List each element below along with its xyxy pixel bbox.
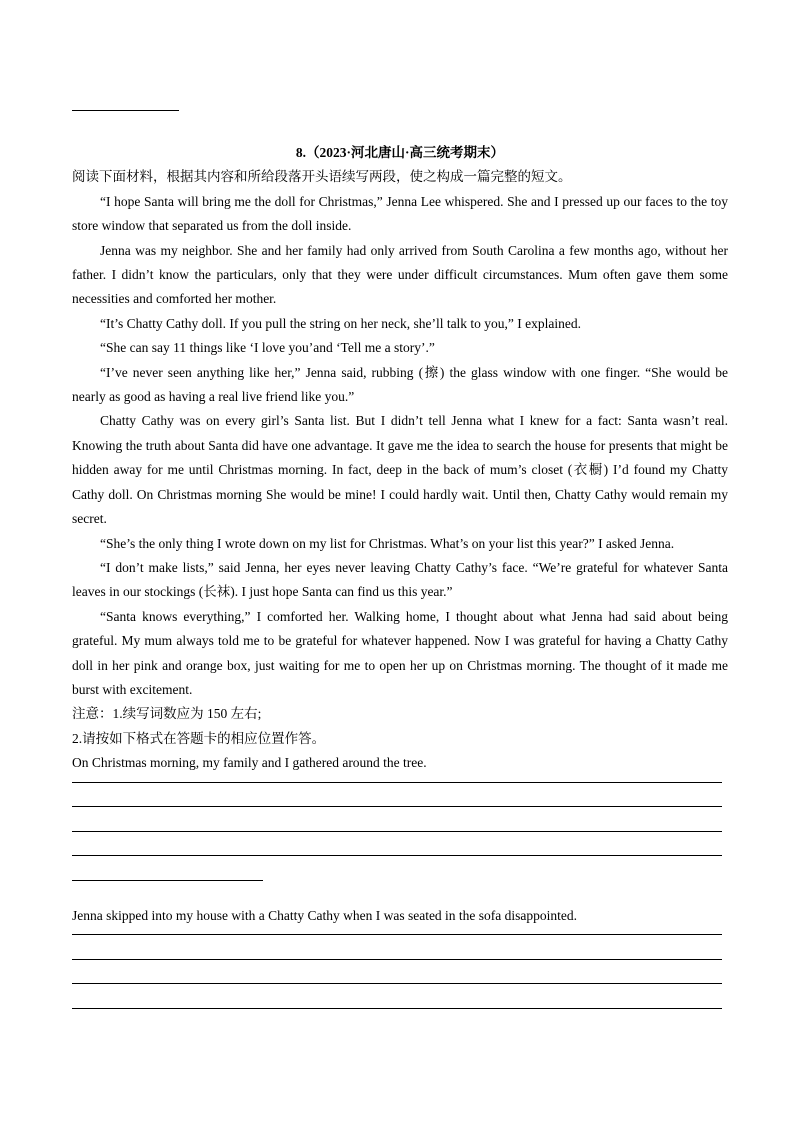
note-line-2: 2.请按如下格式在答题卡的相应位置作答。	[72, 730, 326, 746]
paragraph: Jenna was my neighbor. She and her family had only arrived from South Carolina a few months ago, without her father. I didn’t know the particulars, only that they were under difficult circumstances. Mum often gave them some necessities and comforted her mother.	[72, 242, 728, 307]
paragraph: “I hope Santa will bring me the doll for Christmas,” Jenna Lee whispered. She and I pressed up our faces to the toy store window that separated us from the doll inside.	[72, 193, 728, 234]
answer-line[interactable]	[72, 1008, 722, 1009]
paragraph: “She can say 11 things like ‘I love you’and ‘Tell me a story’.”	[100, 340, 435, 356]
paragraph: “Santa knows everything,” I comforted her. Walking home, I thought about what Jenna had said about being grateful. My mum always told me to be grateful for whatever happened. Now I was grateful for having a Chatty Cathy doll in her pink and orange box, just waiting for me to open her up on Christmas morning. The thought of it made me burst with excitement.	[72, 608, 728, 697]
paragraph: “I’ve never seen anything like her,” Jenna said, rubbing (擦) the glass window with one finger. “She would be nearly as good as having a real live friend like you.”	[72, 364, 728, 405]
paragraph: “I don’t make lists,” said Jenna, her eyes never leaving Chatty Cathy’s face. “We’re grateful for whatever Santa leaves in our stockings (长袜). I just hope Santa can find us this year.”	[72, 559, 728, 600]
answer-line[interactable]	[72, 806, 722, 807]
answer-line[interactable]	[72, 831, 722, 832]
question-heading: 8.（2023·河北唐山·高三统考期末）	[295, 145, 505, 160]
paragraph: “She’s the only thing I wrote down on my list for Christmas. What’s on your list this year?” I asked Jenna.	[100, 535, 675, 551]
answer-line[interactable]	[72, 782, 722, 783]
paragraph-starter-2: Jenna skipped into my house with a Chatty Cathy when I was seated in the sofa disappointed.	[72, 908, 578, 924]
answer-line[interactable]	[72, 959, 722, 960]
paragraph: “It’s Chatty Cathy doll. If you pull the string on her neck, she’ll talk to you,” I explained.	[100, 315, 582, 331]
answer-line[interactable]	[72, 855, 722, 856]
note-line-1: 注意：1.续写词数应为 150 左右;	[72, 706, 262, 722]
answer-lines-1	[72, 782, 728, 881]
instruction-text: 阅读下面材料，根据其内容和所给段落开头语续写两段，使之构成一篇完整的短文。	[72, 169, 572, 185]
answer-lines-2	[72, 934, 728, 1009]
paragraph: Chatty Cathy was on every girl’s Santa list. But I didn’t tell Jenna what I knew for a fact: Santa wasn’t real. Knowing the truth about Santa did have one advantage. It gave me the idea to search the house for presents that might be hidden away for me until Christmas morning. In fact, deep in the back of mum’s closet (衣橱) I’d found my Chatty Cathy doll. On Christmas morning She would be mine! I could hardly wait. Until then, Chatty Cathy would remain my secret.	[72, 413, 728, 527]
paragraph-starter-1: On Christmas morning, my family and I gathered around the tree.	[72, 755, 427, 771]
answer-line[interactable]	[72, 880, 263, 881]
answer-line[interactable]	[72, 934, 722, 935]
document-body	[72, 141, 728, 1032]
top-divider	[72, 110, 179, 111]
answer-line[interactable]	[72, 983, 722, 984]
